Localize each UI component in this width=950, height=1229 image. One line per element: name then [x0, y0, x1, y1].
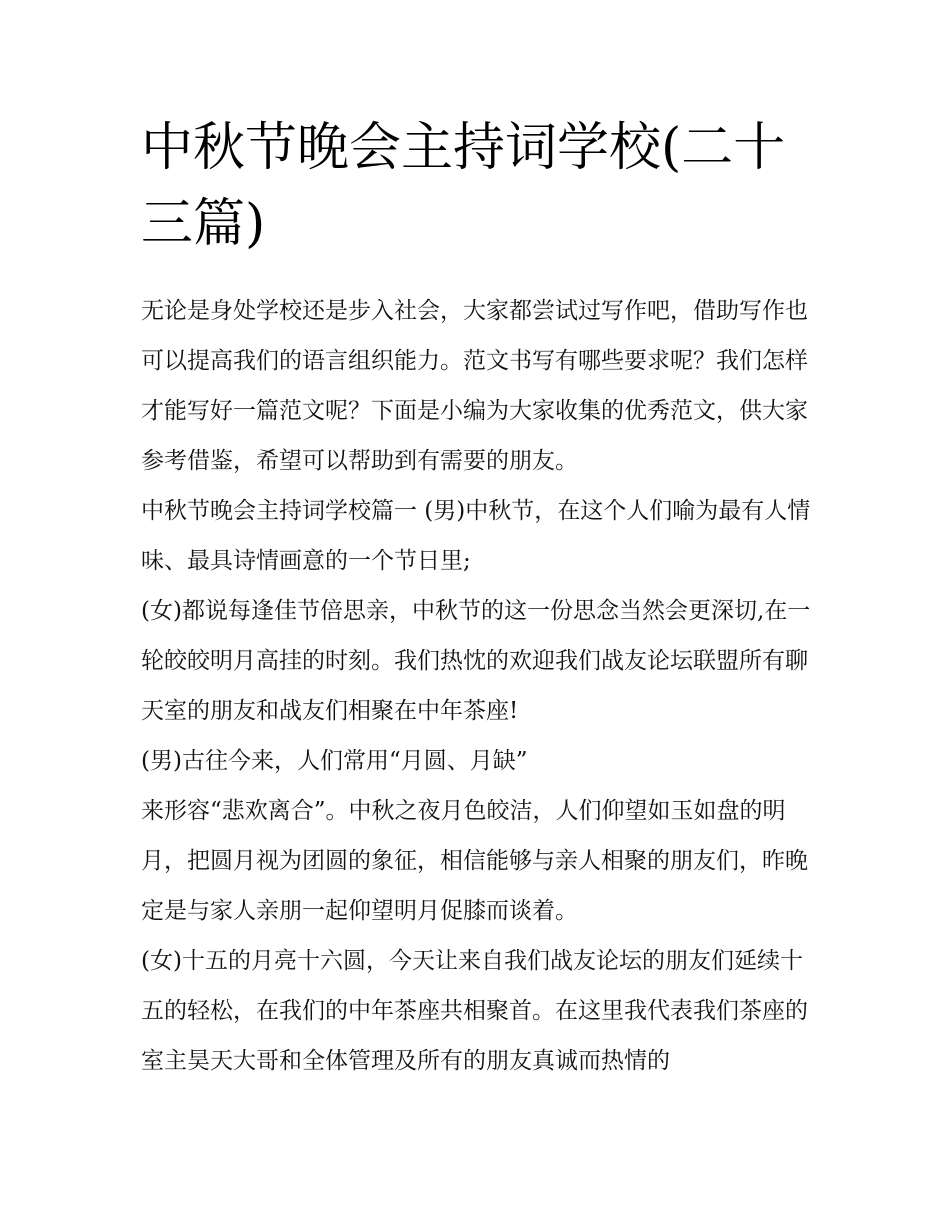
paragraph: (女)都说每逢佳节倍思亲，中秋节的这一份思念当然会更深切,在一轮皎皎明月高挂的时刻。我们热忱的欢迎我们战友论坛联盟所有聊天室的朋友和战友们相聚在中年茶座!: [141, 598, 811, 724]
document-title: 中秋节晚会主持词学校(二十三篇): [141, 118, 786, 254]
paragraph: (女)十五的月亮十六圆，今天让来自我们战友论坛的朋友们延续十五的轻松，在我们的中年茶座共相聚首。在这里我代表我们茶座的室主昊天大哥和全体管理及所有的朋友真诚而热情的: [141, 948, 808, 1074]
paragraph-intro: 无论是身处学校还是步入社会，大家都尝试过写作吧，借助写作也可以提高我们的语言组织能力。范文书写有哪些要求呢？我们怎样才能写好一篇范文呢？下面是小编为大家收集的优秀范文，供大家参考借鉴，希望可以帮助到有需要的朋友。: [141, 298, 808, 474]
paragraph: 中秋节晚会主持词学校篇一 (男)中秋节，在这个人们喻为最有人情味、最具诗情画意的一个节日里;: [141, 498, 811, 574]
document-body: [141, 286, 813, 1086]
paragraph: (男)古往今来，人们常用“月圆、月缺”: [141, 748, 528, 774]
paragraph: 来形容“悲欢离合”。中秋之夜月色皎洁，人们仰望如玉如盘的明月，把圆月视为团圆的象征，相信能够与亲人相聚的朋友们，昨晚定是与家人亲朋一起仰望明月促膝而谈着。: [141, 798, 808, 924]
document-page: [141, 110, 813, 1086]
